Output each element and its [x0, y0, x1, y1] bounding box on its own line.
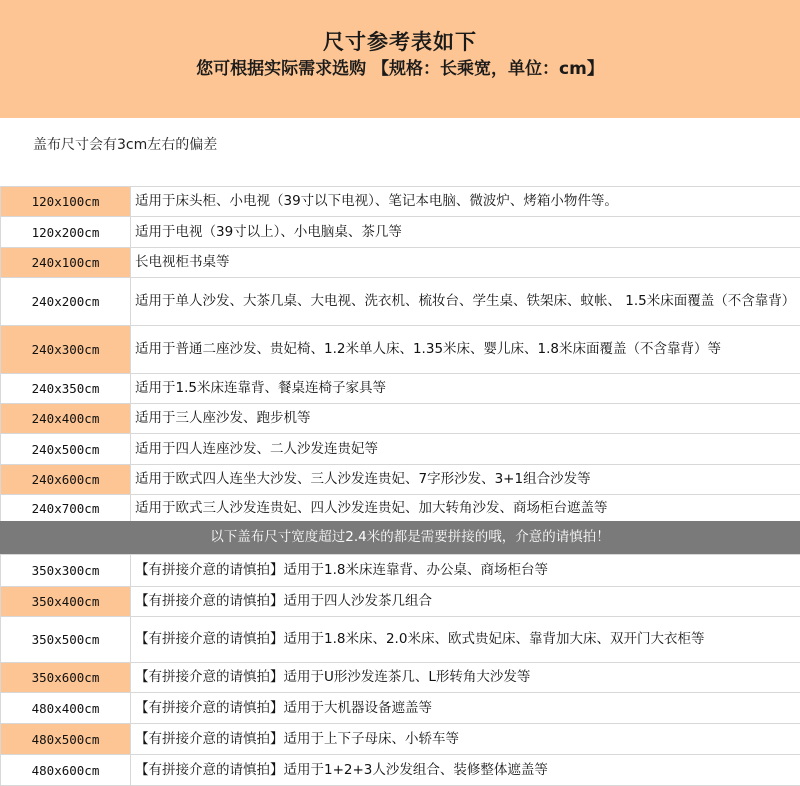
- table-row: [1, 587, 800, 617]
- size-table-standard: [0, 186, 800, 522]
- usage-cell: 适用于欧式三人沙发连贵妃、四人沙发连贵妃、加大转角沙发、商场柜台遮盖等: [131, 495, 800, 522]
- size-cell: 240x100cm: [1, 248, 131, 278]
- table-row: [1, 465, 800, 495]
- size-cell: 480x400cm: [1, 693, 131, 724]
- table-row: [1, 404, 800, 434]
- usage-cell: 适用于1.5米床连靠背、餐桌连椅子家具等: [131, 374, 800, 404]
- usage-cell: 适用于普通二座沙发、贵妃椅、1.2米单人床、1.35米床、婴儿床、1.8米床面覆盖（不含靠背）等: [131, 326, 800, 374]
- usage-cell: 适用于三人座沙发、跑步机等: [131, 404, 800, 434]
- size-cell: 350x600cm: [1, 663, 131, 693]
- size-cell: 350x300cm: [1, 555, 131, 587]
- usage-cell: 适用于床头柜、小电视（39寸以下电视）、笔记本电脑、微波炉、烤箱小物件等。: [131, 187, 800, 217]
- size-cell: 240x200cm: [1, 278, 131, 326]
- header: [0, 0, 800, 118]
- usage-cell: 适用于单人沙发、大茶几桌、大电视、洗衣机、梳妆台、学生桌、铁架床、蚊帐、 1.5米床面覆盖（不含靠背）: [131, 278, 800, 326]
- size-cell: 120x100cm: [1, 187, 131, 217]
- size-cell: 120x200cm: [1, 217, 131, 248]
- size-cell: 240x300cm: [1, 326, 131, 374]
- size-cell: 240x400cm: [1, 404, 131, 434]
- usage-cell: 适用于四人连座沙发、二人沙发连贵妃等: [131, 434, 800, 465]
- table-row: [1, 724, 800, 755]
- table-row: [1, 278, 800, 326]
- table-row: [1, 374, 800, 404]
- usage-cell: 【有拼接介意的请慎拍】适用于1.8米床连靠背、办公桌、商场柜台等: [131, 555, 800, 587]
- size-cell: 240x700cm: [1, 495, 131, 522]
- table-row: [1, 755, 800, 786]
- usage-cell: 【有拼接介意的请慎拍】适用于上下子母床、小轿车等: [131, 724, 800, 755]
- size-cell: 350x400cm: [1, 587, 131, 617]
- table-row: [1, 663, 800, 693]
- stitching-warning-banner: [0, 521, 800, 554]
- size-cell: 240x500cm: [1, 434, 131, 465]
- stitching-warning-text: 以下盖布尺寸宽度超过2.4米的都是需要拼接的哦，介意的请慎拍！: [210, 529, 609, 545]
- table-row: [1, 693, 800, 724]
- table-row: [1, 617, 800, 663]
- usage-cell: 【有拼接介意的请慎拍】适用于四人沙发茶几组合: [131, 587, 800, 617]
- tolerance-note: [0, 118, 800, 186]
- size-cell: 240x600cm: [1, 465, 131, 495]
- table-row: [1, 326, 800, 374]
- page-subtitle: 您可根据实际需求选购 【规格：长乘宽，单位：cm】: [0, 54, 800, 79]
- size-cell: 480x600cm: [1, 755, 131, 786]
- table-row: [1, 217, 800, 248]
- table-row: [1, 495, 800, 522]
- usage-cell: 【有拼接介意的请慎拍】适用于1.8米床、2.0米床、欧式贵妃床、靠背加大床、双开门大衣柜等: [131, 617, 800, 663]
- size-cell: 240x350cm: [1, 374, 131, 404]
- table-row: [1, 555, 800, 587]
- size-cell: 350x500cm: [1, 617, 131, 663]
- size-table-stitched: [0, 554, 800, 786]
- tolerance-note-text: 盖布尺寸会有3cm左右的偏差: [33, 134, 217, 154]
- usage-cell: 适用于欧式四人连坐大沙发、三人沙发连贵妃、7字形沙发、3+1组合沙发等: [131, 465, 800, 495]
- table-row: [1, 187, 800, 217]
- table-row: [1, 434, 800, 465]
- usage-cell: 【有拼接介意的请慎拍】适用于1+2+3人沙发组合、装修整体遮盖等: [131, 755, 800, 786]
- usage-cell: 长电视柜书桌等: [131, 248, 800, 278]
- usage-cell: 适用于电视（39寸以上）、小电脑桌、茶几等: [131, 217, 800, 248]
- usage-cell: 【有拼接介意的请慎拍】适用于大机器设备遮盖等: [131, 693, 800, 724]
- table-row: [1, 248, 800, 278]
- usage-cell: 【有拼接介意的请慎拍】适用于U形沙发连茶几、L形转角大沙发等: [131, 663, 800, 693]
- size-cell: 480x500cm: [1, 724, 131, 755]
- page-title: 尺寸参考表如下: [0, 26, 800, 56]
